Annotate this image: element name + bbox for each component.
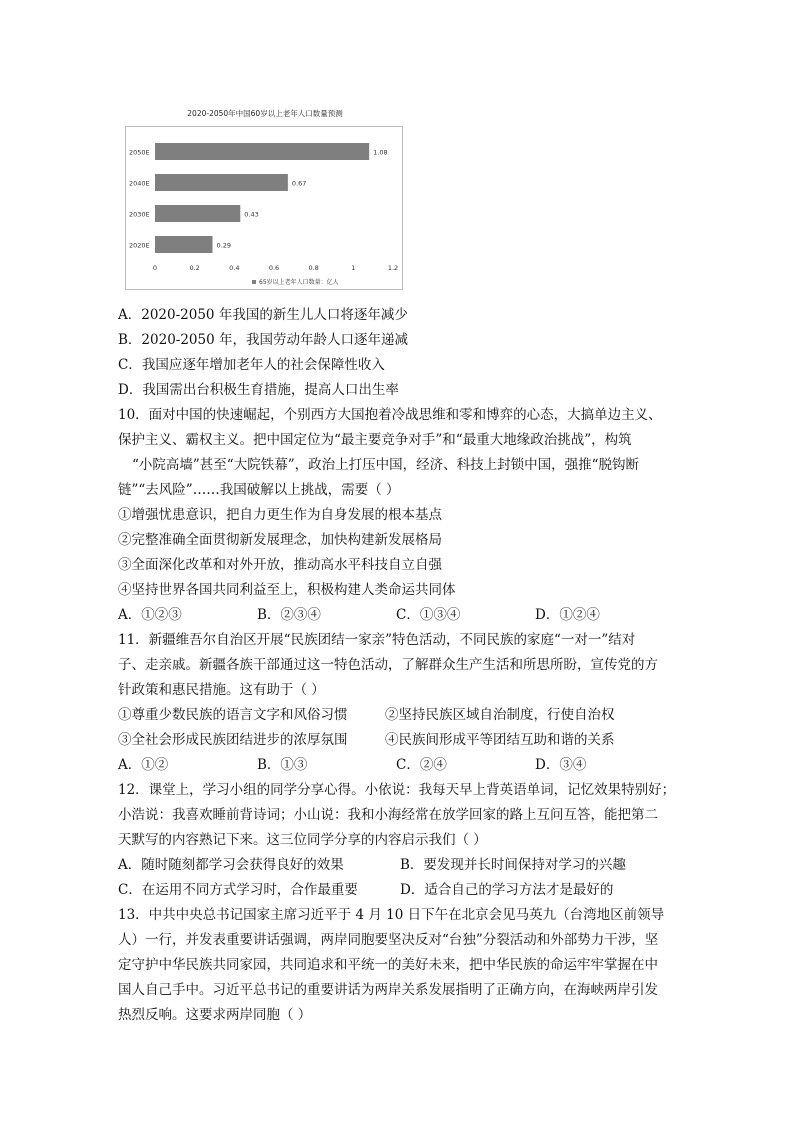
q9-option-d: D．我国需出台积极生育措施，提高人口出生率 <box>118 382 399 398</box>
q10-option-a: A．①②③ <box>118 607 182 623</box>
bar-chart-svg <box>126 127 404 291</box>
q10-statement: ②完整准确全面贯彻新发展理念，加快构建新发展格局 <box>118 532 442 548</box>
category-label: 2040E <box>129 179 150 188</box>
q11-option-a: A．①② <box>118 757 169 773</box>
q13-stem-line: 热烈反响。这要求两岸同胞（ ） <box>118 1007 312 1023</box>
legend-label: 65岁以上老年人口数量：亿人 <box>259 279 339 286</box>
q10-statement: ④坚持世界各国共同利益至上，积极构建人类命运共同体 <box>118 582 456 598</box>
category-label: 2030E <box>129 210 150 219</box>
category-label: 2020E <box>129 241 150 250</box>
q9-option-b: B．2020-2050 年，我国劳动年龄人口逐年递减 <box>118 332 408 348</box>
q13-stem-line: 定守护中华民族共同家园，共同追求和平统一的美好未来，把中华民族的命运牢牢掌握在中 <box>118 957 658 973</box>
x-tick-label: 1 <box>351 264 356 272</box>
q11-statement: ④民族间形成平等团结互助和谐的关系 <box>385 732 615 748</box>
x-tick-label: 0.8 <box>308 264 319 272</box>
q9-option-c: C．我国应逐年增加老年人的社会保障性收入 <box>118 357 385 373</box>
q12-stem-line: 天默写的内容熟记下来。这三位同学分享的内容启示我们（ ） <box>118 832 487 848</box>
bar <box>155 174 288 191</box>
chart-title: 2020-2050年中国60岁以上老年人口数量预测 <box>187 109 343 118</box>
q11-option-c: C．②④ <box>396 757 447 773</box>
q11-stem-line: 针政策和惠民措施。这有助于（ ） <box>118 682 325 698</box>
q11-option-b: B．①③ <box>257 757 308 773</box>
x-tick-label: 0 <box>152 264 158 272</box>
q10-stem-line: 10．面对中国的快速崛起，个别西方大国抱着冷战思维和零和博弈的心态，大搞单边主义、 <box>118 407 662 423</box>
data-label: 0.29 <box>216 241 232 250</box>
q10-stem-line: 保护主义、霸权主义。把中国定位为“最主要竞争对手”和“最重大地缘政治挑战”，构筑 <box>118 432 632 448</box>
q11-stem-line: 11．新疆维吾尔自治区开展“民族团结一家亲”特色活动，不同民族的家庭“一对一”结对 <box>118 632 636 648</box>
q10-option-c: C．①③④ <box>396 607 461 623</box>
q12-option-c: C．在运用不同方式学习时，合作最重要 <box>118 882 358 898</box>
q11-stem-line: 子、走亲戚。新疆各族干部通过这一特色活动，了解群众生产生活和所思所盼，宣传党的方 <box>118 657 658 673</box>
q10-option-b: B．②③④ <box>257 607 321 623</box>
legend-swatch <box>252 280 256 284</box>
x-tick-label: 0.6 <box>268 264 280 272</box>
q10-stem-line: 链”“去风险”……我国破解以上挑战，需要（ ） <box>118 482 400 498</box>
q13-stem-line: 13．中共中央总书记国家主席习近平于 4 月 10 日下午在北京会见马英九（台湾地区前领导 <box>118 907 665 923</box>
bar <box>155 143 369 160</box>
q12-option-d: D．适合自己的学习方法才是最好的 <box>400 882 614 898</box>
q10-stem-line: “小院高墙”甚至“大院铁幕”，政治上打压中国，经济、科技上封锁中国，强推“脱钩断 <box>132 457 640 473</box>
q11-statement: ③全社会形成民族团结进步的浓厚氛围 <box>118 732 348 748</box>
x-tick-label: 0.2 <box>189 264 200 272</box>
data-label: 0.43 <box>244 210 259 219</box>
q13-stem-line: 国人自己手中。习近平总书记的重要讲话为两岸关系发展指明了正确方向，在海峡两岸引发 <box>118 982 658 998</box>
q10-statement: ③全面深化改革和对外开放，推动高水平科技自立自强 <box>118 557 442 573</box>
data-label: 1.08 <box>373 148 388 157</box>
q10-option-d: D．①②④ <box>535 607 600 623</box>
q11-statement: ①尊重少数民族的语言文字和风俗习惯 <box>118 707 348 723</box>
q12-option-a: A．随时随刻都学习会获得良好的效果 <box>118 857 344 873</box>
q12-option-b: B．要发现并长时间保持对学习的兴趣 <box>400 857 626 873</box>
q10-statement: ①增强忧患意识，把自力更生作为自身发展的根本基点 <box>118 507 442 523</box>
category-label: 2050E <box>129 148 150 157</box>
data-label: 0.67 <box>291 179 307 188</box>
q11-option-d: D．③④ <box>535 757 587 773</box>
q11-statement: ②坚持民族区域自治制度，行使自治权 <box>385 707 615 723</box>
bar <box>155 205 240 222</box>
q12-stem-line: 小浩说：我喜欢睡前背诗词；小山说：我和小海经常在放学回家的路上互问互答，能把第二 <box>118 807 658 823</box>
bar-chart <box>125 126 403 290</box>
x-tick-label: 0.4 <box>229 264 240 272</box>
q12-stem-line: 12．课堂上，学习小组的同学分享心得。小依说：我每天早上背英语单词，记忆效果特别好； <box>118 782 676 798</box>
x-tick-label: 1.2 <box>387 264 399 272</box>
bar <box>155 236 213 253</box>
q13-stem-line: 人）一行，并发表重要讲话强调，两岸同胞要坚决反对“台独”分裂活动和外部势力干涉，坚 <box>118 932 659 948</box>
q9-option-a: A．2020-2050 年我国的新生儿人口将逐年减少 <box>118 307 408 323</box>
